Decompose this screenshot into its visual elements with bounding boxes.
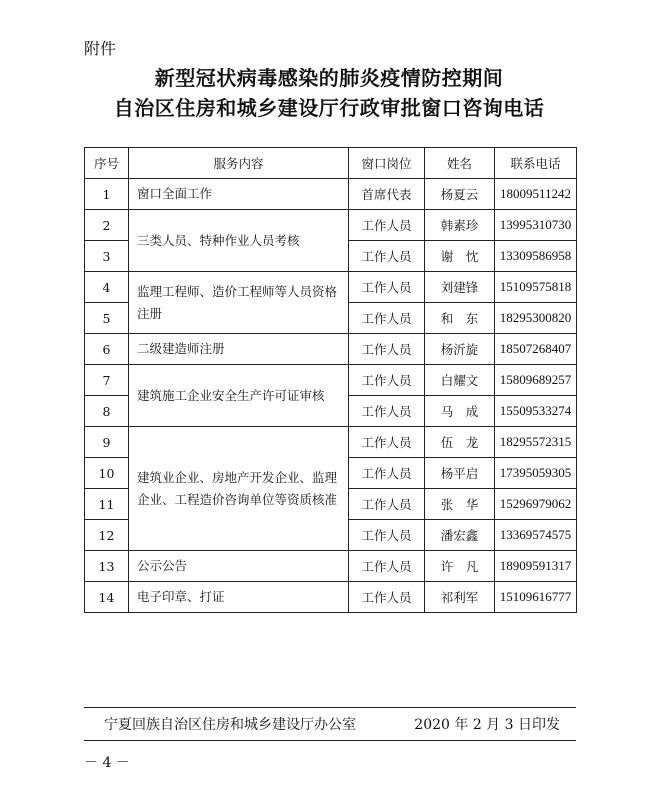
header-name: 姓名 <box>425 148 495 179</box>
service-cell: 建筑业企业、房地产开发企业、监理企业、工程造价咨询单位等资质核准 <box>129 427 349 551</box>
contact-table <box>84 147 577 613</box>
phone-cell: 18295572315 <box>495 427 577 458</box>
table-row <box>85 582 577 613</box>
header-service: 服务内容 <box>129 148 349 179</box>
row-number: 5 <box>85 303 129 334</box>
row-number: 11 <box>85 489 129 520</box>
phone-cell: 18909591317 <box>495 551 577 582</box>
phone-cell: 15296979062 <box>495 489 577 520</box>
service-cell: 建筑施工企业安全生产许可证审核 <box>129 365 349 427</box>
table-row <box>85 272 577 303</box>
role-cell: 工作人员 <box>349 520 425 551</box>
document-title-line2: 自治区住房和城乡建设厅行政审批窗口咨询电话 <box>113 96 545 120</box>
name-cell: 伍 龙 <box>425 427 495 458</box>
name-cell: 白耀文 <box>425 365 495 396</box>
role-cell: 工作人员 <box>349 334 425 365</box>
phone-cell: 13309586958 <box>495 241 577 272</box>
phone-cell: 15509533274 <box>495 396 577 427</box>
phone-cell: 13369574575 <box>495 520 577 551</box>
name-cell: 杨夏云 <box>425 179 495 210</box>
row-number: 1 <box>85 179 129 210</box>
row-number: 12 <box>85 520 129 551</box>
role-cell: 工作人员 <box>349 210 425 241</box>
role-cell: 工作人员 <box>349 582 425 613</box>
name-cell: 韩素珍 <box>425 210 495 241</box>
footer-top-rule <box>84 707 576 708</box>
header-role: 窗口岗位 <box>349 148 425 179</box>
service-cell: 窗口全面工作 <box>129 179 349 210</box>
row-number: 3 <box>85 241 129 272</box>
table-row <box>85 551 577 582</box>
role-cell: 工作人员 <box>349 241 425 272</box>
table-header-row <box>85 148 577 179</box>
name-cell: 马 成 <box>425 396 495 427</box>
role-cell: 工作人员 <box>349 427 425 458</box>
name-cell: 刘建锋 <box>425 272 495 303</box>
name-cell: 和 东 <box>425 303 495 334</box>
table-row <box>85 334 577 365</box>
role-cell: 工作人员 <box>349 303 425 334</box>
phone-cell: 18295300820 <box>495 303 577 334</box>
name-cell: 杨沂旋 <box>425 334 495 365</box>
row-number: 13 <box>85 551 129 582</box>
name-cell: 杨平启 <box>425 458 495 489</box>
footer-office: 宁夏回族自治区住房和城乡建设厅办公室 <box>104 717 356 733</box>
table-row <box>85 427 577 458</box>
phone-cell: 15109575818 <box>495 272 577 303</box>
role-cell: 工作人员 <box>349 551 425 582</box>
document-title-line1: 新型冠状病毒感染的肺炎疫情防控期间 <box>154 66 504 90</box>
table-row <box>85 365 577 396</box>
service-cell: 监理工程师、造价工程师等人员资格注册 <box>129 272 349 334</box>
row-number: 9 <box>85 427 129 458</box>
row-number: 4 <box>85 272 129 303</box>
page-number: － 4 － <box>84 755 130 771</box>
row-number: 14 <box>85 582 129 613</box>
role-cell: 工作人员 <box>349 489 425 520</box>
role-cell: 工作人员 <box>349 458 425 489</box>
row-number: 2 <box>85 210 129 241</box>
role-cell: 首席代表 <box>349 179 425 210</box>
row-number: 7 <box>85 365 129 396</box>
name-cell: 许 凡 <box>425 551 495 582</box>
footer-date: 2020 年 2 月 3 日印发 <box>414 717 560 733</box>
header-phone: 联系电话 <box>495 148 577 179</box>
header-num: 序号 <box>85 148 129 179</box>
table-row <box>85 210 577 241</box>
phone-cell: 18009511242 <box>495 179 577 210</box>
phone-cell: 17395059305 <box>495 458 577 489</box>
service-cell: 三类人员、特种作业人员考核 <box>129 210 349 272</box>
service-cell: 公示公告 <box>129 551 349 582</box>
row-number: 6 <box>85 334 129 365</box>
phone-cell: 18507268407 <box>495 334 577 365</box>
name-cell: 潘宏鑫 <box>425 520 495 551</box>
row-number: 10 <box>85 458 129 489</box>
row-number: 8 <box>85 396 129 427</box>
attachment-label: 附件 <box>84 39 117 58</box>
name-cell: 祁利军 <box>425 582 495 613</box>
service-cell: 二级建造师注册 <box>129 334 349 365</box>
phone-cell: 15109616777 <box>495 582 577 613</box>
phone-cell: 15809689257 <box>495 365 577 396</box>
table-row <box>85 179 577 210</box>
footer-bottom-rule <box>84 740 576 741</box>
service-cell: 电子印章、打证 <box>129 582 349 613</box>
name-cell: 张 华 <box>425 489 495 520</box>
role-cell: 工作人员 <box>349 365 425 396</box>
name-cell: 谢 忱 <box>425 241 495 272</box>
phone-cell: 13995310730 <box>495 210 577 241</box>
role-cell: 工作人员 <box>349 272 425 303</box>
role-cell: 工作人员 <box>349 396 425 427</box>
